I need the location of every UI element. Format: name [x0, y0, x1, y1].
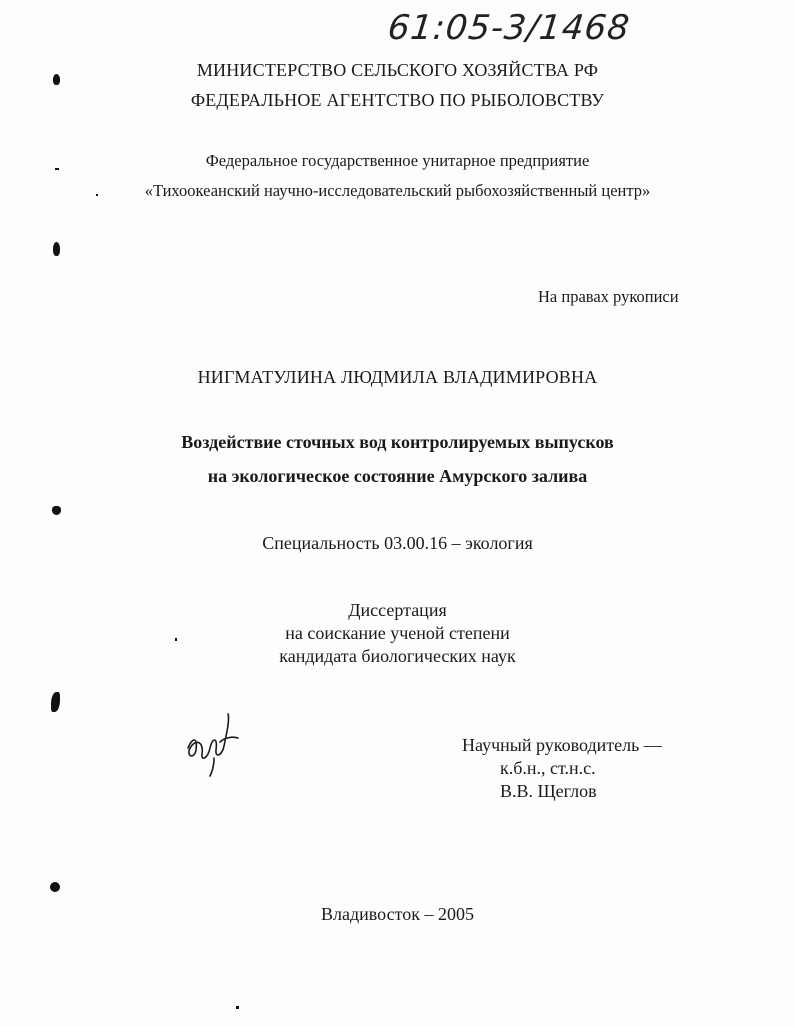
scan-mark — [53, 242, 60, 256]
thesis-title-line1: Воздействие сточных вод контролируемых выпусков — [181, 432, 614, 452]
supervisor-label: Научный руководитель — — [462, 735, 662, 755]
enterprise-name: «Тихоокеанский научно-исследовательский рыбохозяйственный центр» — [144, 181, 651, 200]
place-year: Владивосток – 2005 — [321, 904, 474, 924]
archive-code-handwritten: 61:05-3/1468 — [385, 8, 632, 48]
signature-handwritten — [180, 708, 250, 778]
dissertation-label: Диссертация — [348, 600, 447, 620]
ministry-heading: МИНИСТЕРСТВО СЕЛЬСКОГО ХОЗЯЙСТВА РФ — [196, 60, 599, 80]
agency-heading: ФЕДЕРАЛЬНОЕ АГЕНТСТВО ПО РЫБОЛОВСТВУ — [190, 90, 605, 110]
enterprise-type: Федеральное государственное унитарное предприятие — [205, 151, 590, 170]
scan-mark — [55, 168, 59, 170]
supervisor-degree: к.б.н., ст.н.с. — [500, 758, 596, 778]
degree-field: кандидата биологических наук — [279, 646, 516, 666]
scan-mark — [175, 638, 177, 641]
scan-mark — [53, 74, 60, 85]
scan-mark — [236, 1006, 239, 1009]
degree-line: на соискание ученой степени — [285, 623, 510, 643]
manuscript-note: На правах рукописи — [538, 287, 679, 306]
scan-mark — [52, 506, 61, 515]
scan-mark — [96, 194, 98, 196]
supervisor-name: В.В. Щеглов — [500, 781, 597, 801]
author-name: НИГМАТУЛИНА ЛЮДМИЛА ВЛАДИМИРОВНА — [197, 367, 598, 387]
scan-mark — [51, 692, 60, 712]
specialty: Специальность 03.00.16 – экология — [262, 533, 533, 553]
thesis-title-line2: на экологическое состояние Амурского залива — [207, 466, 588, 486]
scan-mark — [50, 882, 60, 892]
